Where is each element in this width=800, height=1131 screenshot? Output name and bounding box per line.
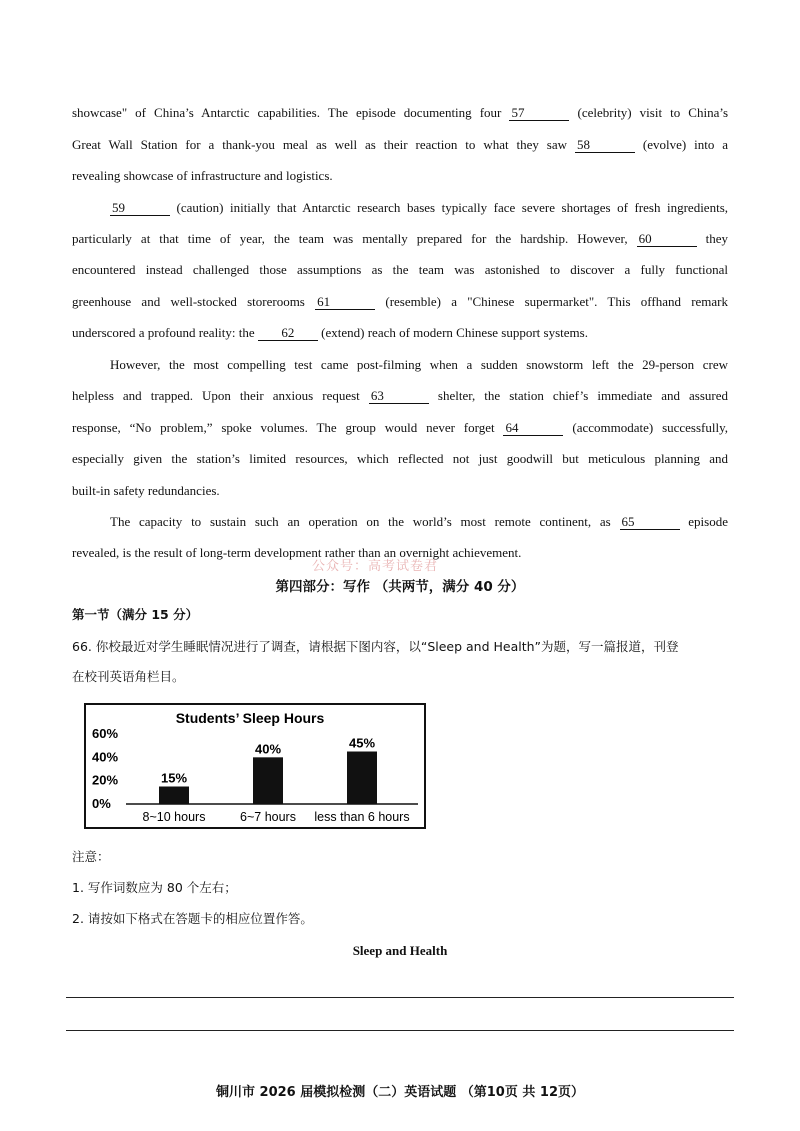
text-segment: shelter, the station chief’s immediate and assured — [437, 388, 729, 403]
bar-value-label: 40% — [254, 741, 282, 757]
page-footer: 铜川市 2026 届模拟检测（二）英语试题 （第10页 共 12页） — [216, 1085, 584, 1100]
passage-p1-line2 — [72, 136, 728, 154]
blank-64[interactable]: 64 — [503, 420, 563, 436]
notes-title: 注意： — [72, 849, 110, 864]
x-category-label: 6~7 hours — [240, 810, 296, 824]
y-tick-label: 40% — [92, 749, 119, 765]
answer-line-1[interactable] — [66, 997, 734, 998]
text-segment: greenhouse and well-stocked storerooms — [72, 294, 305, 309]
text-segment: (evolve) into a — [642, 137, 729, 152]
text-segment: Great Wall Station for a thank-you meal as well as their reaction to what they saw — [72, 137, 568, 152]
bar-value-label: 45% — [348, 735, 376, 751]
x-category-label: less than 6 hours — [314, 810, 410, 824]
watermark: 公众号：高考试卷君 — [312, 559, 439, 574]
blank-57[interactable]: 57 — [509, 105, 569, 121]
text-segment: (accommodate) successfully, — [572, 420, 729, 435]
question-66-line2: 在校刊英语角栏目。 — [72, 669, 185, 684]
text-segment: (celebrity) visit to China’s — [577, 105, 729, 120]
bar-value-label: 15% — [160, 770, 188, 786]
blank-61[interactable]: 61 — [315, 294, 375, 310]
sleep-hours-chart — [84, 703, 426, 829]
bar — [347, 752, 377, 805]
passage-p2-line5 — [72, 324, 728, 342]
text-segment: The capacity to sustain such an operation on the world’s most remote continent, as — [110, 514, 611, 529]
passage-p4-line2: revealed, is the result of long-term development rather than an overnight achievement. — [72, 545, 522, 560]
bar — [253, 757, 283, 804]
passage-p2-line1 — [110, 199, 728, 217]
passage-p4-line1 — [110, 513, 728, 531]
passage-p3-line1: However, the most compelling test came post-filming when a sudden snowstorm left the 29-person crew — [110, 357, 728, 372]
notes-item-1: 1. 写作词数应为 80 个左右； — [72, 880, 237, 895]
text-segment: (caution) initially that Antarctic research bases typically face severe shortages of fresh ingredients, — [176, 200, 729, 215]
section-heading: 第四部分：写作 （共两节，满分 40 分） — [275, 579, 525, 595]
text-segment: episode — [688, 514, 728, 529]
passage-p3-line5: built-in safety redundancies. — [72, 483, 220, 498]
text-segment: particularly at that time of year, the team was mentally prepared for the hardship. However, — [72, 231, 628, 246]
passage-p3-line4: especially given the station’s limited resources, which reflected not just goodwill but meticulous planning and — [72, 451, 728, 466]
passage-p2-line3: encountered instead challenged those assumptions as the team was astonished to discover a fully functional — [72, 262, 728, 277]
blank-65[interactable]: 65 — [620, 514, 680, 530]
y-tick-label: 60% — [92, 726, 119, 741]
subsection-heading: 第一节（满分 15 分） — [72, 607, 199, 622]
question-66-line1: 66. 你校最近对学生睡眠情况进行了调查，请根据下图内容，以“Sleep and Health”为题，写一篇报道，刊登 — [72, 639, 679, 654]
text-segment: response, “No problem,” spoke volumes. The group would never forget — [72, 420, 495, 435]
blank-60[interactable]: 60 — [637, 231, 697, 247]
passage-p1-line1 — [72, 104, 728, 122]
blank-63[interactable]: 63 — [369, 388, 429, 404]
blank-62[interactable]: 62 — [258, 325, 318, 341]
x-category-label: 8~10 hours — [142, 810, 206, 824]
bar — [159, 787, 189, 805]
answer-line-2[interactable] — [66, 1030, 734, 1031]
y-tick-label: 20% — [92, 772, 119, 788]
text-segment: (resemble) a "Chinese supermarket". This offhand remark — [385, 294, 729, 309]
notes-item-2: 2. 请按如下格式在答题卡的相应位置作答。 — [72, 911, 313, 926]
text-segment: helpless and trapped. Upon their anxious request — [72, 388, 360, 403]
blank-59[interactable]: 59 — [110, 200, 170, 216]
passage-p3-line3 — [72, 419, 728, 437]
passage-p3-line2 — [72, 387, 728, 405]
essay-title: Sleep and Health — [352, 943, 448, 958]
text-segment: they — [705, 231, 729, 246]
passage-p1-line3: revealing showcase of infrastructure and logistics. — [72, 168, 333, 183]
blank-58[interactable]: 58 — [575, 137, 635, 153]
text-segment: underscored a profound reality: the — [72, 325, 255, 340]
passage-p2-line4 — [72, 293, 728, 311]
passage-p2-line2 — [72, 230, 728, 248]
text-segment: showcase" of China’s Antarctic capabilities. The episode documenting four — [72, 105, 502, 120]
y-tick-label: 0% — [92, 796, 111, 811]
text-segment: (extend) reach of modern Chinese support systems. — [321, 325, 588, 340]
chart-title: Students’ Sleep Hours — [175, 710, 325, 726]
